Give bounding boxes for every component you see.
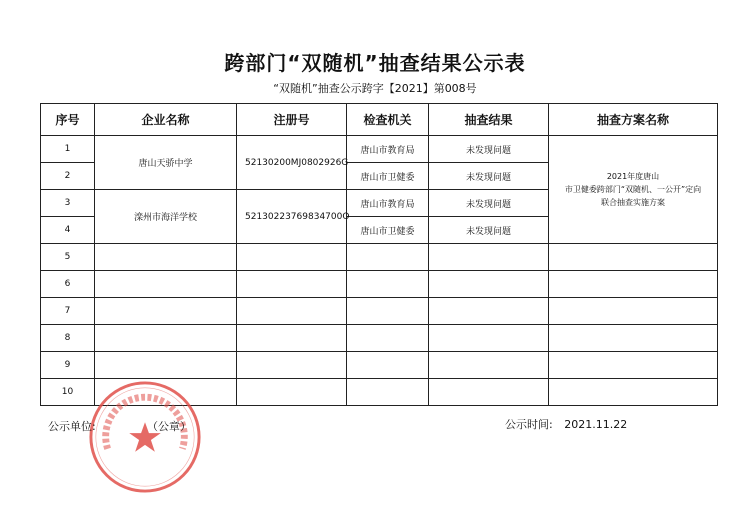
publishing-unit-label: 公示单位:	[48, 420, 96, 433]
inspection-agency: 唐山市卫健委	[347, 217, 429, 244]
empty-cell	[347, 325, 429, 352]
empty-cell	[95, 271, 237, 298]
empty-cell	[347, 352, 429, 379]
table-row	[41, 136, 718, 163]
empty-cell	[549, 244, 718, 271]
header-result: 抽查结果	[429, 104, 549, 136]
scheme-name	[549, 136, 718, 244]
table-row	[41, 271, 718, 298]
empty-cell	[237, 325, 347, 352]
row-serial: 10	[41, 379, 95, 406]
empty-cell	[549, 298, 718, 325]
registration-number: 52130223769834700O	[237, 190, 347, 244]
row-serial: 4	[41, 217, 95, 244]
row-serial: 6	[41, 271, 95, 298]
header-serial: 序号	[41, 104, 95, 136]
table-row	[41, 244, 718, 271]
publish-time	[505, 416, 627, 432]
table-header-row	[41, 104, 718, 136]
empty-cell	[95, 244, 237, 271]
scheme-line: 市卫健委跨部门“双随机、一公开”定向	[564, 185, 702, 194]
company-name: 唐山天骄中学	[95, 136, 237, 190]
empty-cell	[95, 325, 237, 352]
publish-time-label: 公示时间:	[505, 418, 553, 431]
table-row	[41, 325, 718, 352]
header-registration: 注册号	[237, 104, 347, 136]
inspection-result: 未发现问题	[429, 190, 549, 217]
publish-time-value: 2021.11.22	[564, 418, 628, 431]
empty-cell	[95, 298, 237, 325]
empty-cell	[347, 379, 429, 406]
page-title: 跨部门“双随机”抽查结果公示表	[224, 51, 526, 75]
empty-cell	[429, 271, 549, 298]
empty-cell	[237, 271, 347, 298]
empty-cell	[237, 244, 347, 271]
scheme-line: 联合抽查实施方案	[601, 198, 665, 207]
scheme-line: 2021年度唐山	[606, 172, 660, 181]
table-row	[41, 298, 718, 325]
inspection-result: 未发现问题	[429, 163, 549, 190]
empty-cell	[429, 298, 549, 325]
empty-cell	[347, 244, 429, 271]
seal-note: （公章）	[147, 420, 191, 433]
registration-number: 52130200MJ0802926G	[237, 136, 347, 190]
inspection-agency: 唐山市教育局	[347, 136, 429, 163]
inspection-agency: 唐山市卫健委	[347, 163, 429, 190]
table-row	[41, 352, 718, 379]
empty-cell	[237, 379, 347, 406]
row-serial: 2	[41, 163, 95, 190]
official-seal	[86, 378, 204, 496]
row-serial: 9	[41, 352, 95, 379]
empty-cell	[429, 244, 549, 271]
results-table	[40, 103, 718, 406]
row-serial: 3	[41, 190, 95, 217]
document-number: “双随机”抽查公示跨字【2021】第008号	[273, 82, 477, 95]
empty-cell	[429, 379, 549, 406]
empty-cell	[549, 379, 718, 406]
empty-cell	[347, 298, 429, 325]
inspection-result: 未发现问题	[429, 217, 549, 244]
header-scheme: 抽查方案名称	[549, 104, 718, 136]
empty-cell	[237, 298, 347, 325]
empty-cell	[429, 352, 549, 379]
empty-cell	[347, 271, 429, 298]
header-company: 企业名称	[95, 104, 237, 136]
empty-cell	[549, 325, 718, 352]
inspection-agency: 唐山市教育局	[347, 190, 429, 217]
row-serial: 7	[41, 298, 95, 325]
empty-cell	[549, 352, 718, 379]
row-serial: 8	[41, 325, 95, 352]
inspection-result: 未发现问题	[429, 136, 549, 163]
empty-cell	[549, 271, 718, 298]
empty-cell	[237, 352, 347, 379]
empty-cell	[95, 352, 237, 379]
company-name: 滦州市海洋学校	[95, 190, 237, 244]
empty-cell	[429, 325, 549, 352]
header-agency: 检查机关	[347, 104, 429, 136]
row-serial: 1	[41, 136, 95, 163]
row-serial: 5	[41, 244, 95, 271]
